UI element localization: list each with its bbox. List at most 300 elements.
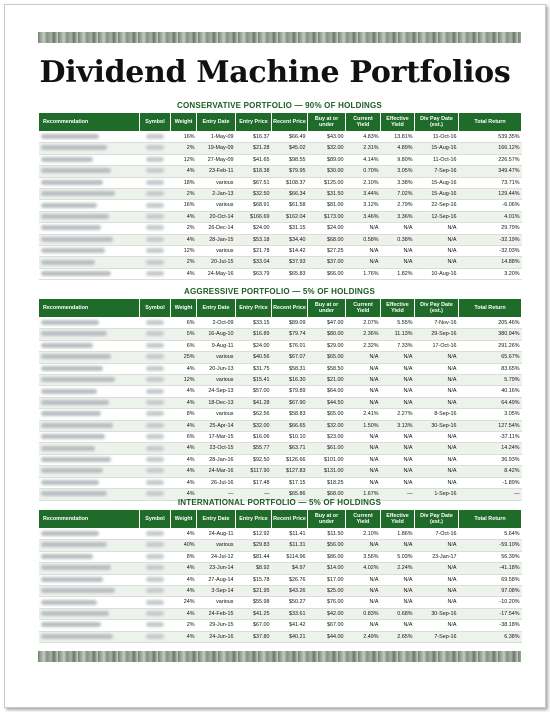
symbol-cell-redacted bbox=[140, 597, 171, 608]
col-header-total-return: Total Return bbox=[459, 510, 522, 529]
symbol-cell-redacted bbox=[140, 375, 171, 386]
redacted-symbol bbox=[146, 600, 164, 605]
effective-yield-cell: 9.80% bbox=[381, 154, 415, 165]
current-yield-cell: N/A bbox=[346, 223, 381, 234]
weight-cell: 4% bbox=[171, 268, 197, 279]
col-header-buy-at: Buy at or under bbox=[308, 299, 346, 318]
entry-price-cell: $21.95 bbox=[236, 586, 272, 597]
entry-date-cell: 23-Oct-15 bbox=[197, 443, 236, 454]
symbol-cell-redacted bbox=[140, 143, 171, 154]
redacted-name bbox=[41, 203, 97, 208]
total-return-cell: -59.10% bbox=[459, 540, 522, 551]
symbol-cell-redacted bbox=[140, 409, 171, 420]
redacted-name bbox=[41, 343, 93, 348]
entry-date-cell: various bbox=[197, 409, 236, 420]
weight-cell: 8% bbox=[171, 409, 197, 420]
redacted-name bbox=[41, 354, 111, 359]
table-row bbox=[39, 268, 522, 279]
entry-price-cell: $32.00 bbox=[236, 420, 272, 431]
redacted-symbol bbox=[146, 554, 164, 559]
effective-yield-cell: 0.68% bbox=[381, 608, 415, 619]
current-yield-cell: 2.32% bbox=[346, 340, 381, 351]
weight-cell: 4% bbox=[171, 586, 197, 597]
symbol-cell-redacted bbox=[140, 397, 171, 408]
buy-at-cell: $24.00 bbox=[308, 223, 346, 234]
table-row bbox=[39, 223, 522, 234]
recent-price-cell: $34.40 bbox=[272, 234, 308, 245]
recent-price-cell: $31.15 bbox=[272, 223, 308, 234]
col-header-total-return: Total Return bbox=[459, 299, 522, 318]
entry-price-cell: $63.79 bbox=[236, 268, 272, 279]
symbol-cell-redacted bbox=[140, 574, 171, 585]
buy-at-cell: $29.00 bbox=[308, 340, 346, 351]
current-yield-cell: N/A bbox=[346, 375, 381, 386]
buy-at-cell: $47.00 bbox=[308, 318, 346, 329]
div-pay-date-cell: N/A bbox=[415, 466, 459, 477]
table-row bbox=[39, 257, 522, 268]
redacted-symbol bbox=[146, 588, 164, 593]
entry-date-cell: 2-Jan-13 bbox=[197, 189, 236, 200]
recent-price-cell: $40.21 bbox=[272, 631, 308, 642]
weight-cell: 12% bbox=[171, 375, 197, 386]
effective-yield-cell: 3.36% bbox=[381, 211, 415, 222]
buy-at-cell: $76.00 bbox=[308, 597, 346, 608]
col-header-current-yield: Current Yield bbox=[346, 113, 381, 132]
entry-date-cell: 28-Jan-15 bbox=[197, 234, 236, 245]
table-row bbox=[39, 409, 522, 420]
redacted-name bbox=[41, 434, 105, 439]
weight-cell: 4% bbox=[171, 234, 197, 245]
recommendation-cell-redacted bbox=[39, 132, 140, 143]
total-return-cell: -6.06% bbox=[459, 200, 522, 211]
weight-cell: 40% bbox=[171, 540, 197, 551]
redacted-name bbox=[41, 331, 107, 336]
redacted-symbol bbox=[146, 434, 164, 439]
total-return-cell: 97.08% bbox=[459, 586, 522, 597]
total-return-cell: 3.20% bbox=[459, 268, 522, 279]
buy-at-cell: $32.00 bbox=[308, 143, 346, 154]
buy-at-cell: $42.00 bbox=[308, 608, 346, 619]
buy-at-cell: $30.00 bbox=[308, 166, 346, 177]
buy-at-cell: $37.00 bbox=[308, 257, 346, 268]
table-row bbox=[39, 329, 522, 340]
total-return-cell: — bbox=[459, 489, 522, 500]
entry-price-cell: $21.78 bbox=[236, 246, 272, 257]
symbol-cell-redacted bbox=[140, 177, 171, 188]
col-header-recent-price: Recent Price bbox=[272, 510, 308, 529]
weight-cell: 16% bbox=[171, 200, 197, 211]
col-header-weight: Weight bbox=[171, 299, 197, 318]
recommendation-cell-redacted bbox=[39, 529, 140, 540]
total-return-cell: 349.47% bbox=[459, 166, 522, 177]
col-header-symbol: Symbol bbox=[140, 113, 171, 132]
col-header-entry-date: Entry Date bbox=[197, 510, 236, 529]
recent-price-cell: $14.42 bbox=[272, 246, 308, 257]
header-row bbox=[39, 113, 522, 132]
redacted-name bbox=[41, 248, 105, 253]
buy-at-cell: $81.00 bbox=[308, 200, 346, 211]
current-yield-cell: N/A bbox=[346, 540, 381, 551]
total-return-cell: 40.16% bbox=[459, 386, 522, 397]
recent-price-cell: $26.76 bbox=[272, 574, 308, 585]
div-pay-date-cell: N/A bbox=[415, 352, 459, 363]
buy-at-cell: $80.00 bbox=[308, 329, 346, 340]
weight-cell: 2% bbox=[171, 143, 197, 154]
effective-yield-cell: 3.38% bbox=[381, 177, 415, 188]
effective-yield-cell: N/A bbox=[381, 246, 415, 257]
entry-price-cell: $67.00 bbox=[236, 620, 272, 631]
entry-price-cell: — bbox=[236, 489, 272, 500]
table-row bbox=[39, 540, 522, 551]
div-pay-date-cell: N/A bbox=[415, 477, 459, 488]
total-return-cell: 6.38% bbox=[459, 631, 522, 642]
weight-cell: 8% bbox=[171, 551, 197, 562]
div-pay-date-cell: 30-Sep-16 bbox=[415, 608, 459, 619]
entry-date-cell: 3-Sep-14 bbox=[197, 586, 236, 597]
table-row bbox=[39, 454, 522, 465]
col-header-weight: Weight bbox=[171, 510, 197, 529]
redacted-name bbox=[41, 389, 97, 394]
buy-at-cell: $89.00 bbox=[308, 154, 346, 165]
recent-price-cell: $76.01 bbox=[272, 340, 308, 351]
col-header-effective-yield: Effective Yield bbox=[381, 510, 415, 529]
table-row bbox=[39, 586, 522, 597]
buy-at-cell: $27.25 bbox=[308, 246, 346, 257]
total-return-cell: -32.03% bbox=[459, 246, 522, 257]
recent-price-cell: $66.49 bbox=[272, 132, 308, 143]
total-return-cell: -17.54% bbox=[459, 608, 522, 619]
effective-yield-cell: 2.24% bbox=[381, 563, 415, 574]
effective-yield-cell: 5.03% bbox=[381, 551, 415, 562]
recommendation-cell-redacted bbox=[39, 223, 140, 234]
recent-price-cell: $108.37 bbox=[272, 177, 308, 188]
current-yield-cell: 4.83% bbox=[346, 132, 381, 143]
entry-price-cell: $62.56 bbox=[236, 409, 272, 420]
recent-price-cell: $11.41 bbox=[272, 529, 308, 540]
col-header-recommendation: Recommendation bbox=[39, 510, 140, 529]
buy-at-cell: $61.00 bbox=[308, 443, 346, 454]
recent-price-cell: $16.30 bbox=[272, 375, 308, 386]
entry-price-cell: $12.92 bbox=[236, 529, 272, 540]
buy-at-cell: $65.00 bbox=[308, 352, 346, 363]
total-return-cell: 4.01% bbox=[459, 211, 522, 222]
redacted-name bbox=[41, 180, 103, 185]
entry-date-cell: 24-Sep-13 bbox=[197, 386, 236, 397]
symbol-cell-redacted bbox=[140, 200, 171, 211]
table-row bbox=[39, 397, 522, 408]
table-row bbox=[39, 551, 522, 562]
redacted-symbol bbox=[146, 423, 164, 428]
entry-date-cell: 9-Aug-11 bbox=[197, 340, 236, 351]
recent-price-cell: $33.61 bbox=[272, 608, 308, 619]
current-yield-cell: 2.10% bbox=[346, 529, 381, 540]
table-row bbox=[39, 177, 522, 188]
entry-date-cell: 27-May-09 bbox=[197, 154, 236, 165]
buy-at-cell: $17.00 bbox=[308, 574, 346, 585]
current-yield-cell: 2.31% bbox=[346, 143, 381, 154]
weight-cell: 4% bbox=[171, 529, 197, 540]
total-return-cell: -38.18% bbox=[459, 620, 522, 631]
div-pay-date-cell: N/A bbox=[415, 574, 459, 585]
effective-yield-cell: N/A bbox=[381, 540, 415, 551]
recommendation-cell-redacted bbox=[39, 329, 140, 340]
recent-price-cell: $65.86 bbox=[272, 489, 308, 500]
redacted-name bbox=[41, 320, 99, 325]
entry-date-cell: 24-Jun-16 bbox=[197, 631, 236, 642]
div-pay-date-cell: 12-Sep-16 bbox=[415, 211, 459, 222]
effective-yield-cell: N/A bbox=[381, 477, 415, 488]
symbol-cell-redacted bbox=[140, 529, 171, 540]
weight-cell: 18% bbox=[171, 177, 197, 188]
page-title: Dividend Machine Portfolios bbox=[39, 55, 511, 90]
weight-cell: 4% bbox=[171, 489, 197, 500]
entry-price-cell: $55.98 bbox=[236, 597, 272, 608]
buy-at-cell: $68.00 bbox=[308, 234, 346, 245]
total-return-cell: 380.94% bbox=[459, 329, 522, 340]
col-header-recommendation: Recommendation bbox=[39, 113, 140, 132]
effective-yield-cell: — bbox=[381, 489, 415, 500]
symbol-cell-redacted bbox=[140, 466, 171, 477]
table-row bbox=[39, 443, 522, 454]
weight-cell: 4% bbox=[171, 631, 197, 642]
entry-price-cell: $18.38 bbox=[236, 166, 272, 177]
entry-date-cell: 20-Oct-14 bbox=[197, 211, 236, 222]
table-row bbox=[39, 375, 522, 386]
symbol-cell-redacted bbox=[140, 477, 171, 488]
table-row bbox=[39, 189, 522, 200]
recommendation-cell-redacted bbox=[39, 443, 140, 454]
entry-date-cell: 26-Dec-14 bbox=[197, 223, 236, 234]
table-row bbox=[39, 318, 522, 329]
current-yield-cell: N/A bbox=[346, 466, 381, 477]
recent-price-cell: $162.04 bbox=[272, 211, 308, 222]
redacted-symbol bbox=[146, 331, 164, 336]
symbol-cell-redacted bbox=[140, 540, 171, 551]
conservative-table bbox=[38, 112, 522, 280]
col-header-effective-yield: Effective Yield bbox=[381, 113, 415, 132]
current-yield-cell: 2.36% bbox=[346, 329, 381, 340]
total-return-cell: 166.12% bbox=[459, 143, 522, 154]
recommendation-cell-redacted bbox=[39, 386, 140, 397]
div-pay-date-cell: N/A bbox=[415, 257, 459, 268]
col-header-buy-at: Buy at or under bbox=[308, 113, 346, 132]
buy-at-cell: $21.00 bbox=[308, 375, 346, 386]
table-row bbox=[39, 166, 522, 177]
entry-price-cell: $16.06 bbox=[236, 432, 272, 443]
entry-date-cell: 24-Feb-15 bbox=[197, 608, 236, 619]
current-yield-cell: N/A bbox=[346, 443, 381, 454]
col-header-current-yield: Current Yield bbox=[346, 510, 381, 529]
weight-cell: 6% bbox=[171, 432, 197, 443]
div-pay-date-cell: 11-Oct-16 bbox=[415, 132, 459, 143]
table-row bbox=[39, 132, 522, 143]
redacted-symbol bbox=[146, 214, 164, 219]
symbol-cell-redacted bbox=[140, 563, 171, 574]
recent-price-cell: $79.89 bbox=[272, 386, 308, 397]
recommendation-cell-redacted bbox=[39, 597, 140, 608]
symbol-cell-redacted bbox=[140, 608, 171, 619]
recent-price-cell: $65.83 bbox=[272, 268, 308, 279]
redacted-symbol bbox=[146, 400, 164, 405]
effective-yield-cell: 1.82% bbox=[381, 268, 415, 279]
recent-price-cell: $126.66 bbox=[272, 454, 308, 465]
weight-cell: 12% bbox=[171, 154, 197, 165]
current-yield-cell: N/A bbox=[346, 597, 381, 608]
total-return-cell: 64.49% bbox=[459, 397, 522, 408]
weight-cell: 2% bbox=[171, 223, 197, 234]
effective-yield-cell: 3.05% bbox=[381, 166, 415, 177]
symbol-cell-redacted bbox=[140, 154, 171, 165]
recent-price-cell: $11.31 bbox=[272, 540, 308, 551]
table-row bbox=[39, 608, 522, 619]
redacted-name bbox=[41, 214, 109, 219]
col-header-div-pay-date: Div Pay Date (est.) bbox=[415, 510, 459, 529]
effective-yield-cell: 0.38% bbox=[381, 234, 415, 245]
redacted-name bbox=[41, 446, 95, 451]
recent-price-cell: $4.97 bbox=[272, 563, 308, 574]
symbol-cell-redacted bbox=[140, 132, 171, 143]
symbol-cell-redacted bbox=[140, 246, 171, 257]
current-yield-cell: N/A bbox=[346, 574, 381, 585]
entry-date-cell: various bbox=[197, 246, 236, 257]
symbol-cell-redacted bbox=[140, 620, 171, 631]
entry-price-cell: $117.90 bbox=[236, 466, 272, 477]
col-header-symbol: Symbol bbox=[140, 299, 171, 318]
buy-at-cell: $173.00 bbox=[308, 211, 346, 222]
div-pay-date-cell: N/A bbox=[415, 432, 459, 443]
entry-price-cell: $15.78 bbox=[236, 574, 272, 585]
symbol-cell-redacted bbox=[140, 432, 171, 443]
total-return-cell: 226.57% bbox=[459, 154, 522, 165]
current-yield-cell: 3.44% bbox=[346, 189, 381, 200]
entry-price-cell: $16.37 bbox=[236, 132, 272, 143]
weight-cell: 4% bbox=[171, 386, 197, 397]
entry-date-cell: — bbox=[197, 489, 236, 500]
current-yield-cell: 3.12% bbox=[346, 200, 381, 211]
effective-yield-cell: N/A bbox=[381, 586, 415, 597]
buy-at-cell: $68.00 bbox=[308, 489, 346, 500]
entry-price-cell: $16.89 bbox=[236, 329, 272, 340]
current-yield-cell: N/A bbox=[346, 620, 381, 631]
div-pay-date-cell: 11-Oct-16 bbox=[415, 154, 459, 165]
entry-price-cell: $21.28 bbox=[236, 143, 272, 154]
redacted-symbol bbox=[146, 157, 164, 162]
redacted-name bbox=[41, 411, 101, 416]
total-return-cell: 5.79% bbox=[459, 375, 522, 386]
recommendation-cell-redacted bbox=[39, 397, 140, 408]
header-row bbox=[39, 299, 522, 318]
redacted-symbol bbox=[146, 542, 164, 547]
aggressive-title: AGGRESSIVE PORTFOLIO — 5% OF HOLDINGS bbox=[184, 287, 375, 296]
recent-price-cell: $43.26 bbox=[272, 586, 308, 597]
redacted-name bbox=[41, 157, 93, 162]
div-pay-date-cell: N/A bbox=[415, 375, 459, 386]
current-yield-cell: N/A bbox=[346, 352, 381, 363]
entry-price-cell: $41.28 bbox=[236, 397, 272, 408]
buy-at-cell: $65.00 bbox=[308, 409, 346, 420]
total-return-cell: 127.54% bbox=[459, 420, 522, 431]
redacted-name bbox=[41, 237, 113, 242]
banknote-strip-bottom bbox=[38, 651, 521, 662]
buy-at-cell: $18.25 bbox=[308, 477, 346, 488]
col-header-recent-price: Recent Price bbox=[272, 113, 308, 132]
div-pay-date-cell: 1-Sep-16 bbox=[415, 489, 459, 500]
header-row bbox=[39, 510, 522, 529]
entry-price-cell: $33.04 bbox=[236, 257, 272, 268]
buy-at-cell: $131.00 bbox=[308, 466, 346, 477]
recommendation-cell-redacted bbox=[39, 257, 140, 268]
recent-price-cell: $61.58 bbox=[272, 200, 308, 211]
col-header-weight: Weight bbox=[171, 113, 197, 132]
weight-cell: 4% bbox=[171, 454, 197, 465]
table-row bbox=[39, 363, 522, 374]
entry-date-cell: 2-Oct-09 bbox=[197, 318, 236, 329]
entry-date-cell: various bbox=[197, 200, 236, 211]
entry-date-cell: 16-Aug-10 bbox=[197, 329, 236, 340]
symbol-cell-redacted bbox=[140, 189, 171, 200]
total-return-cell: 3.05% bbox=[459, 409, 522, 420]
div-pay-date-cell: N/A bbox=[415, 386, 459, 397]
recommendation-cell-redacted bbox=[39, 268, 140, 279]
table-row bbox=[39, 529, 522, 540]
table-row bbox=[39, 563, 522, 574]
col-header-total-return: Total Return bbox=[459, 113, 522, 132]
recommendation-cell-redacted bbox=[39, 211, 140, 222]
redacted-name bbox=[41, 468, 103, 473]
redacted-symbol bbox=[146, 134, 164, 139]
recommendation-cell-redacted bbox=[39, 620, 140, 631]
effective-yield-cell: 2.79% bbox=[381, 200, 415, 211]
international-table bbox=[38, 509, 522, 643]
div-pay-date-cell: 17-Oct-16 bbox=[415, 340, 459, 351]
current-yield-cell: N/A bbox=[346, 586, 381, 597]
current-yield-cell: 2.49% bbox=[346, 631, 381, 642]
weight-cell: 4% bbox=[171, 420, 197, 431]
div-pay-date-cell: 10-Aug-16 bbox=[415, 268, 459, 279]
redacted-symbol bbox=[146, 260, 164, 265]
redacted-symbol bbox=[146, 343, 164, 348]
col-header-symbol: Symbol bbox=[140, 510, 171, 529]
recommendation-cell-redacted bbox=[39, 154, 140, 165]
effective-yield-cell: N/A bbox=[381, 432, 415, 443]
redacted-name bbox=[41, 225, 101, 230]
symbol-cell-redacted bbox=[140, 223, 171, 234]
buy-at-cell: $64.00 bbox=[308, 386, 346, 397]
redacted-symbol bbox=[146, 180, 164, 185]
effective-yield-cell: N/A bbox=[381, 386, 415, 397]
buy-at-cell: $58.50 bbox=[308, 363, 346, 374]
redacted-symbol bbox=[146, 237, 164, 242]
buy-at-cell: $101.00 bbox=[308, 454, 346, 465]
effective-yield-cell: N/A bbox=[381, 352, 415, 363]
effective-yield-cell: N/A bbox=[381, 466, 415, 477]
col-header-entry-price: Entry Price bbox=[236, 299, 272, 318]
recent-price-cell: $63.71 bbox=[272, 443, 308, 454]
entry-date-cell: 29-Jun-15 bbox=[197, 620, 236, 631]
buy-at-cell: $44.00 bbox=[308, 631, 346, 642]
div-pay-date-cell: N/A bbox=[415, 443, 459, 454]
recent-price-cell: $66.65 bbox=[272, 420, 308, 431]
effective-yield-cell: 5.55% bbox=[381, 318, 415, 329]
recent-price-cell: $127.83 bbox=[272, 466, 308, 477]
redacted-name bbox=[41, 622, 101, 627]
recent-price-cell: $79.95 bbox=[272, 166, 308, 177]
entry-date-cell: 20-Jun-13 bbox=[197, 363, 236, 374]
col-header-current-yield: Current Yield bbox=[346, 299, 381, 318]
entry-date-cell: 1-May-09 bbox=[197, 132, 236, 143]
table-row bbox=[39, 466, 522, 477]
redacted-name bbox=[41, 577, 103, 582]
